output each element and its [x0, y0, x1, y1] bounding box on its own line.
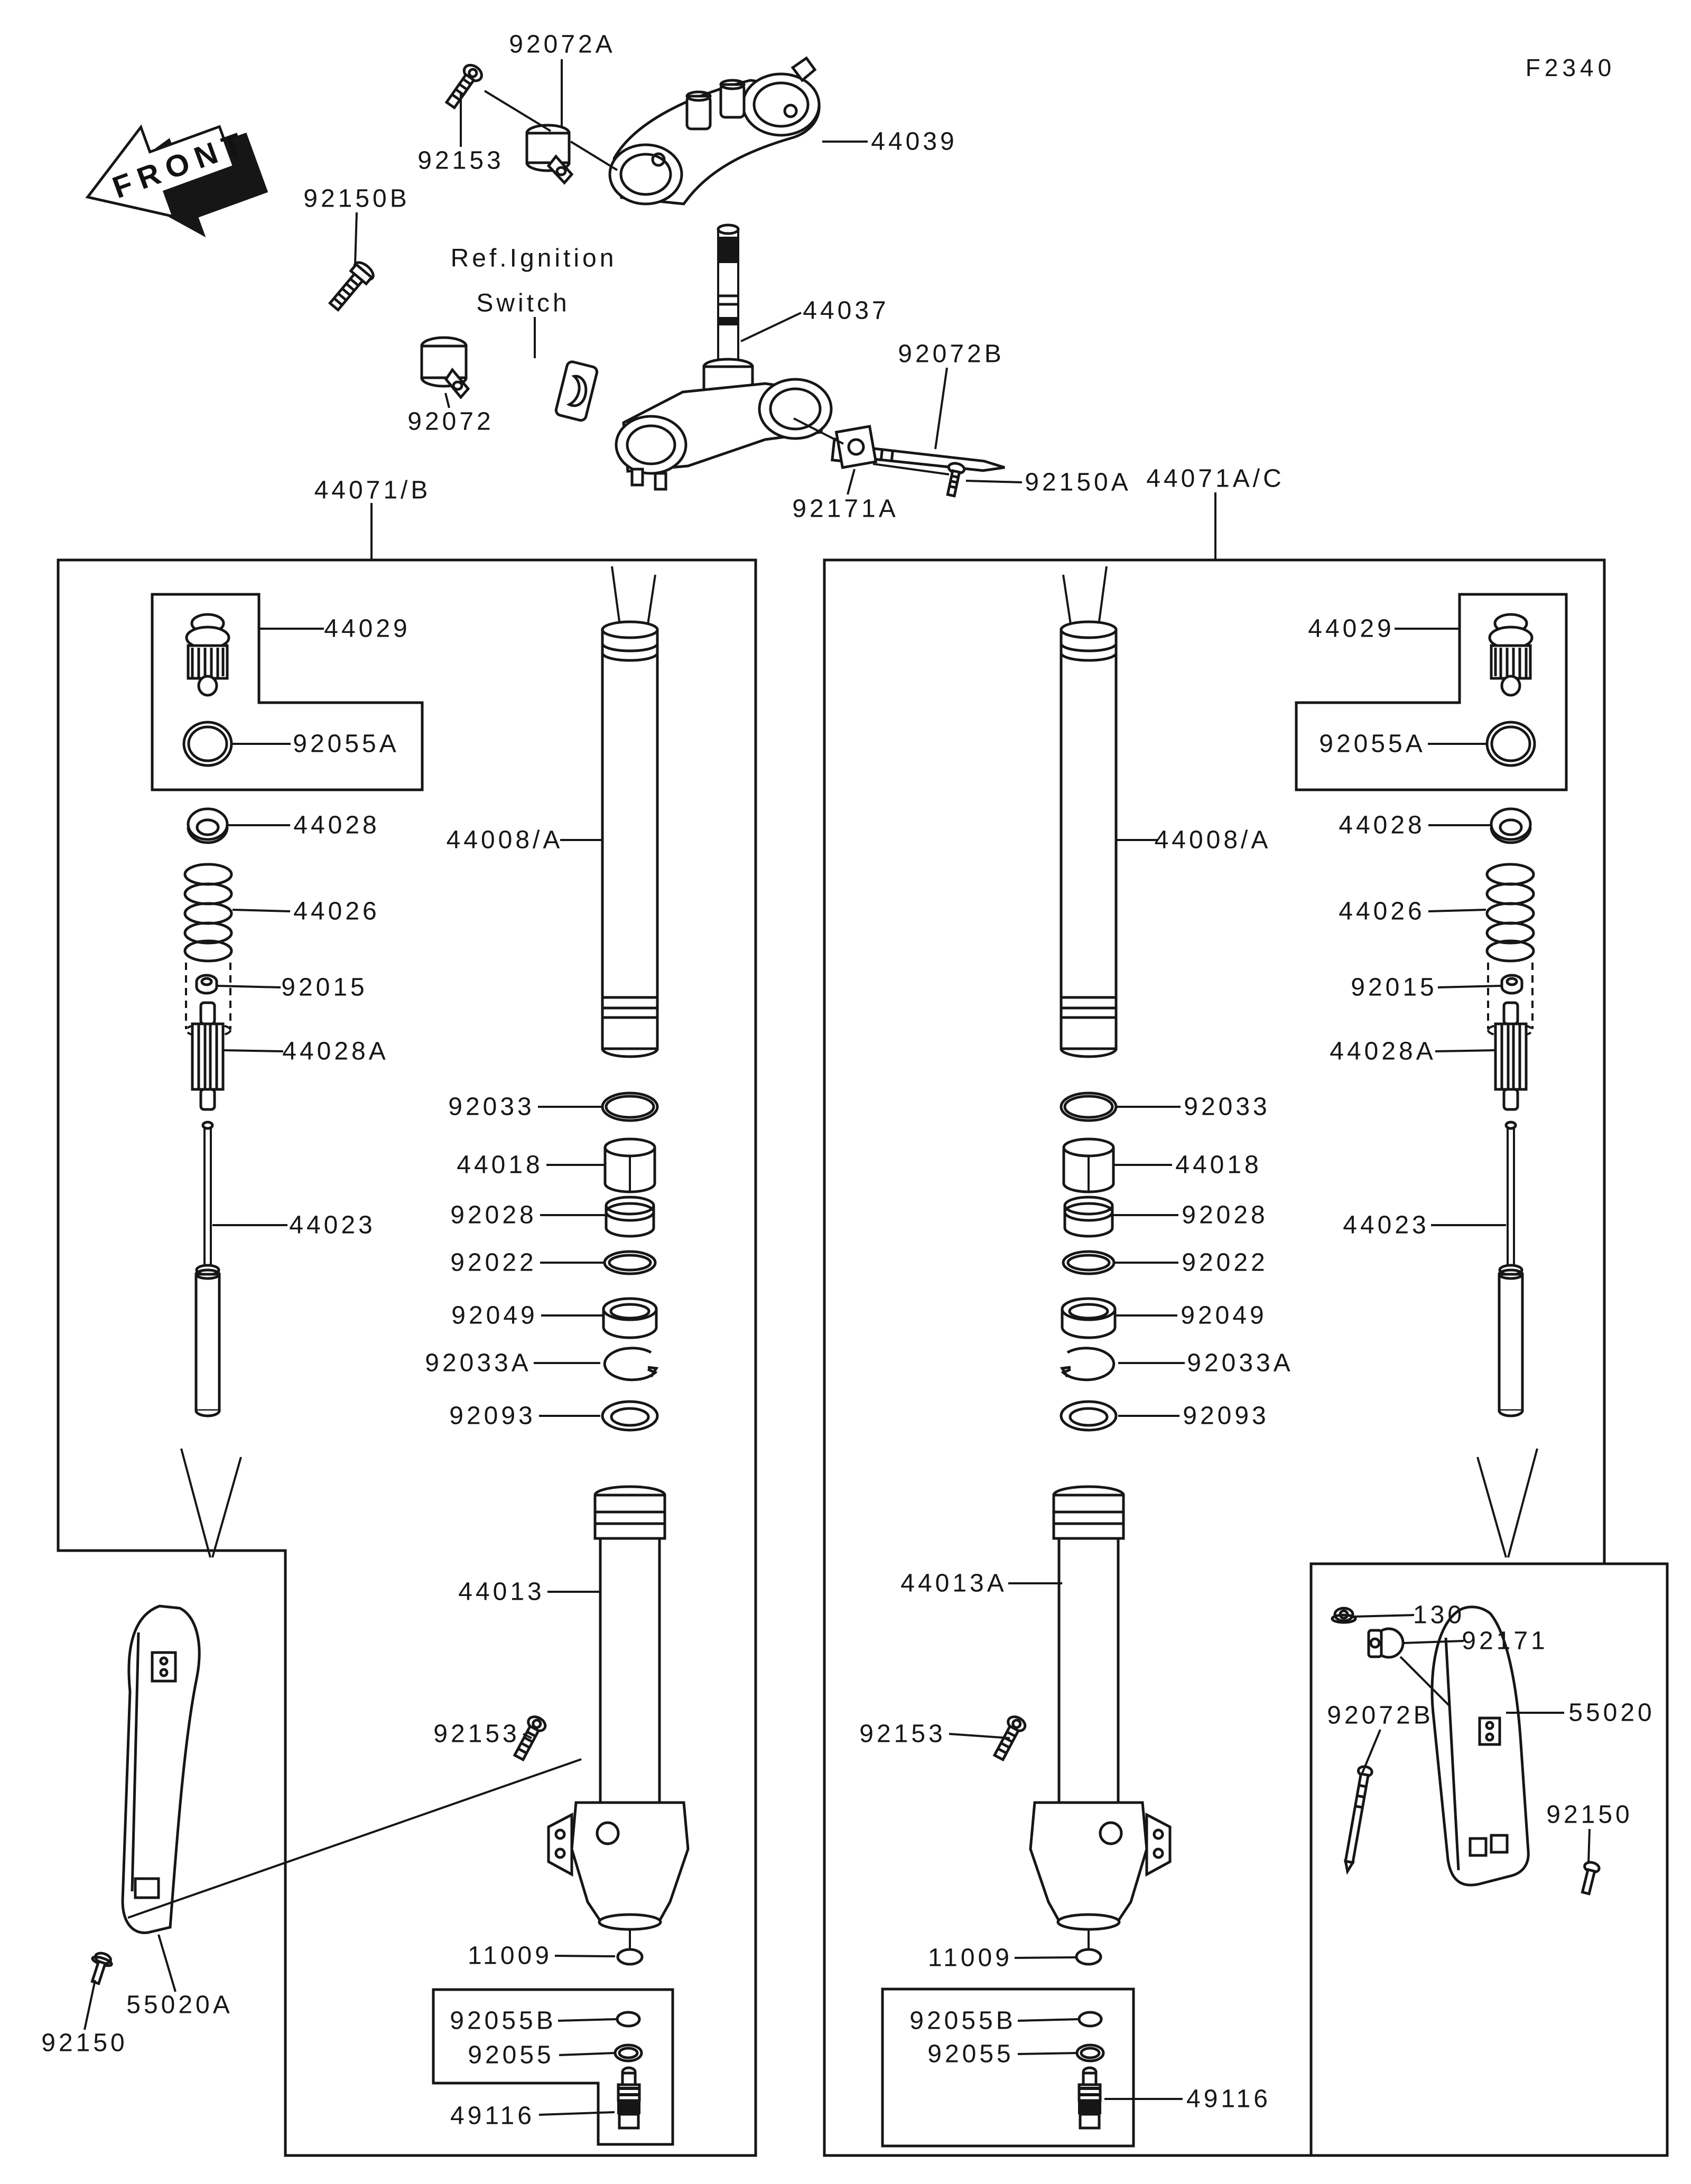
part-label-11009-l: 11009: [468, 1942, 552, 1970]
upper-triple-clamp-44039: [610, 58, 819, 204]
part-label-44018-l: 44018: [457, 1151, 543, 1179]
leader-92055b-l: [558, 2019, 617, 2021]
part-label-44026-l: 44026: [293, 897, 380, 926]
inner-tube-44008: [602, 622, 657, 1057]
part-label-92093-l: 92093: [449, 1402, 536, 1430]
leader-11009-r: [1015, 1957, 1076, 1958]
flange-nut-130: [1332, 1608, 1355, 1622]
part-label-92015-l: 92015: [281, 973, 368, 1002]
leader-92072b-bot: [1362, 1730, 1380, 1773]
part-label-92150b: 92150B: [303, 184, 410, 213]
part-label-130: 130: [1413, 1601, 1465, 1629]
spline-44028a: [192, 1003, 223, 1109]
part-label-ref-2: Switch: [476, 289, 570, 318]
part-label-92150a: 92150A: [1025, 468, 1131, 497]
assembly-line-ferrule-to-clamp: [571, 142, 617, 170]
part-label-44039: 44039: [871, 127, 958, 156]
leader-44028a-l: [224, 1050, 283, 1051]
ferrule-92072a: [527, 125, 572, 183]
part-label-44071b: 44071/B: [314, 476, 431, 505]
leader-92150a: [966, 481, 1022, 482]
part-label-92072b-bot: 92072B: [1327, 1701, 1434, 1730]
hex-bolt-92150b: [326, 259, 376, 314]
leader-49116-l: [539, 2112, 615, 2115]
bushing-44018: [605, 1139, 655, 1192]
leader-44028a-r: [1435, 1050, 1494, 1051]
labels-layer: [41, 31, 1655, 2130]
part-label-92150-bl: 92150: [41, 2029, 128, 2057]
part-label-44071ac: 44071A/C: [1146, 464, 1285, 493]
leader-44026-r: [1428, 910, 1486, 911]
part-label-92055-r: 92055: [927, 2040, 1014, 2068]
part-label-f2340: F2340: [1525, 54, 1616, 81]
part-label-92153-top: 92153: [417, 146, 504, 175]
part-label-44023-l: 44023: [289, 1211, 376, 1239]
part-label-44029-l: 44029: [324, 614, 411, 643]
part-label-44028a-l: 44028A: [282, 1037, 389, 1066]
nut-92015: [197, 975, 217, 993]
part-label-92093-r: 92093: [1183, 1402, 1269, 1430]
assembly-boxes: [58, 560, 1667, 2155]
left-fork-guard-55020a: [123, 1606, 199, 1933]
part-label-44026-r: 44026: [1339, 897, 1425, 926]
o-ring-92055a: [184, 722, 231, 766]
leader-92055-r: [1018, 2053, 1078, 2054]
part-label-92072b-top: 92072B: [898, 340, 1005, 368]
leader-92055b-r: [1018, 2019, 1079, 2021]
ring-92033: [602, 1093, 657, 1121]
part-label-55020: 55020: [1568, 1698, 1655, 1727]
part-label-92028-l: 92028: [450, 1201, 537, 1229]
assembly-line-bolt-to-ferrule: [485, 91, 551, 131]
socket-bolt-92153-top: [443, 62, 485, 110]
part-label-92072: 92072: [407, 407, 494, 436]
part-label-49116-l: 49116: [450, 2102, 535, 2130]
leader-44026-l: [233, 910, 290, 911]
part-label-44013a: 44013A: [900, 1569, 1007, 1598]
part-label-92171: 92171: [1462, 1627, 1548, 1655]
nut-plate-92171a: [837, 426, 876, 468]
leader-92153-br: [949, 1734, 1010, 1738]
leader-92072: [445, 393, 449, 408]
front-arrow-label: FRONT: [108, 124, 254, 206]
part-label-44028-r: 44028: [1339, 811, 1425, 839]
part-label-44008a-l: 44008/A: [446, 826, 563, 854]
o-ring-92055: [615, 2045, 642, 2061]
part-label-ref-1: Ref.Ignition: [450, 244, 617, 273]
part-label-92022-l: 92022: [450, 1248, 537, 1277]
leader-55020a: [159, 1935, 175, 1992]
leader-92015-l: [217, 986, 281, 987]
steering-stem-44037: [616, 225, 831, 489]
part-label-44023-r: 44023: [1343, 1211, 1429, 1239]
part-label-44029-r: 44029: [1308, 614, 1395, 643]
bolt-92150-left: [86, 1950, 114, 1985]
leader-92171a: [848, 469, 854, 494]
valve-49116: [617, 2068, 640, 2128]
outer-tube-44013: [549, 1487, 688, 1948]
part-label-92033-r: 92033: [1184, 1093, 1270, 1121]
dust-seal-92093: [602, 1402, 657, 1430]
part-label-92049-r: 92049: [1181, 1301, 1267, 1330]
ferrule-92072: [422, 338, 468, 397]
washer-92022: [605, 1252, 655, 1274]
part-label-92055-l: 92055: [468, 2041, 554, 2069]
part-label-92153-bl: 92153: [433, 1720, 520, 1748]
part-label-92055b-r: 92055B: [909, 2006, 1016, 2035]
damper-44023: [196, 1122, 219, 1416]
ignition-switch-bracket: [555, 361, 598, 422]
part-label-11009-r: 11009: [928, 1944, 1012, 1972]
part-label-92033-l: 92033: [448, 1093, 535, 1121]
o-ring-92055b: [617, 2012, 639, 2026]
leader-130: [1354, 1615, 1414, 1617]
gasket-11009: [618, 1949, 642, 1964]
part-label-92072a: 92072A: [509, 30, 616, 59]
screw-92150-right: [1578, 1861, 1600, 1894]
part-label-55020a: 55020A: [126, 1991, 233, 2019]
leader-92055-l: [559, 2053, 615, 2055]
oil-seal-92049: [603, 1299, 656, 1338]
leader-92150-bl: [85, 1980, 95, 2030]
part-label-92055a-r: 92055A: [1319, 730, 1426, 758]
clamp-92171: [1369, 1629, 1403, 1657]
part-label-92171a: 92171A: [792, 494, 899, 523]
part-label-92055b-l: 92055B: [450, 2006, 556, 2035]
part-label-92055a-l: 92055A: [293, 730, 399, 758]
fork-leg-illustration: [181, 566, 688, 2128]
part-label-49116-r: 49116: [1186, 2085, 1271, 2113]
part-label-92033a-l: 92033A: [425, 1349, 532, 1377]
part-label-44028-l: 44028: [293, 811, 380, 839]
leader-92150b: [355, 212, 357, 264]
part-label-44013: 44013: [458, 1578, 545, 1606]
leader-92015-r: [1438, 986, 1501, 987]
part-label-92028-r: 92028: [1182, 1201, 1268, 1229]
bushing-92028: [606, 1197, 654, 1236]
leader-92150-br: [1588, 1829, 1590, 1863]
washer-44028: [188, 809, 227, 843]
part-label-92033a-r: 92033A: [1187, 1349, 1294, 1377]
part-label-92153-br: 92153: [859, 1720, 946, 1748]
front-arrow: [71, 94, 275, 270]
part-label-92150-br: 92150: [1546, 1800, 1633, 1829]
bolt-92072b-bottom: [1341, 1766, 1373, 1872]
clip-92033a: [605, 1348, 656, 1380]
part-label-44018-r: 44018: [1175, 1151, 1262, 1179]
leader-92072b-top: [935, 368, 947, 449]
part-label-92022-r: 92022: [1182, 1248, 1268, 1277]
leader-44037: [741, 313, 801, 341]
part-label-92049-l: 92049: [451, 1301, 538, 1330]
part-label-44008a-r: 44008/A: [1154, 826, 1271, 854]
part-label-92015-r: 92015: [1351, 973, 1437, 1002]
part-label-44037: 44037: [803, 296, 889, 325]
part-label-44028a-r: 44028A: [1330, 1037, 1436, 1066]
fork-cap-44029: [187, 614, 229, 695]
assembly-line-box-to-left-protector: [128, 1759, 581, 1918]
